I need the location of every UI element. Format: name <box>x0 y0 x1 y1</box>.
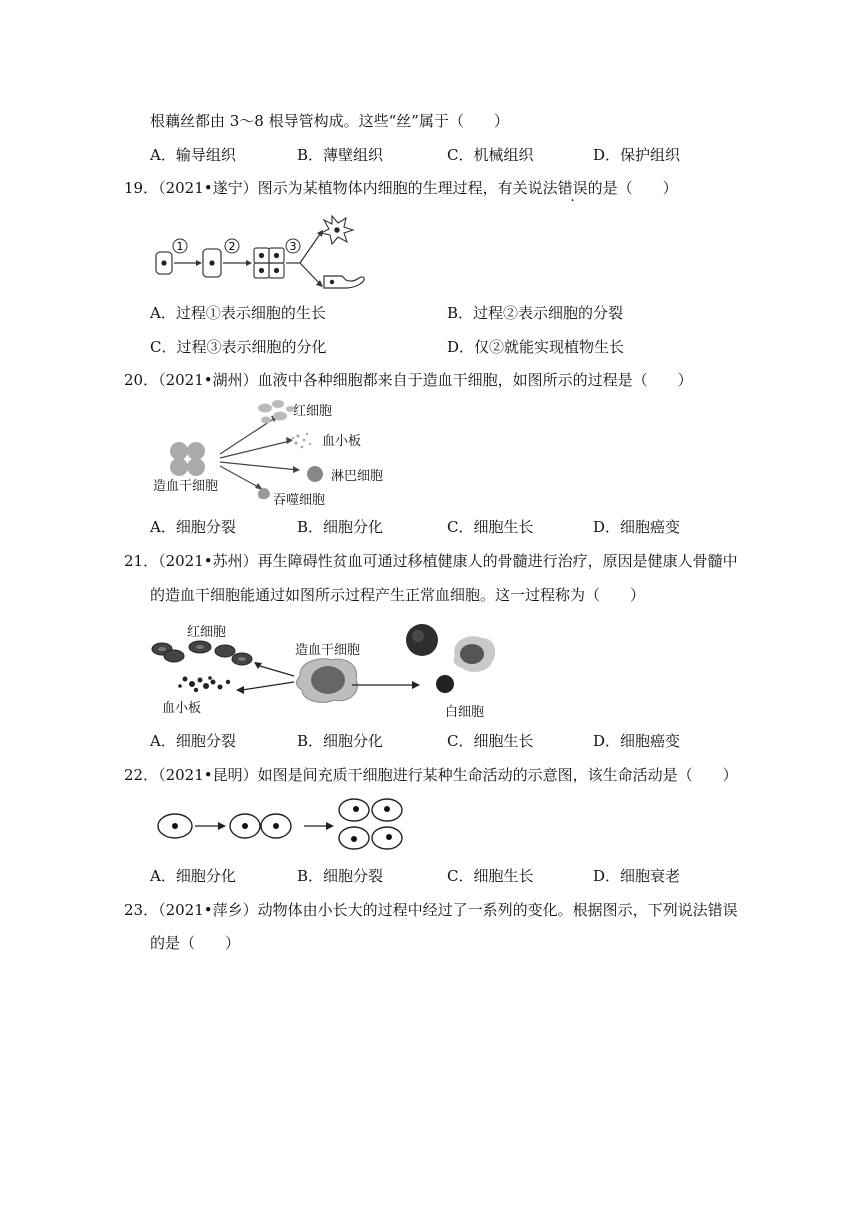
q21-stem-line2: 的造血干细胞能通过如图所示过程产生正常血细胞。这一过程称为（ ） <box>150 586 646 604</box>
q19-step-2-label: 2 <box>228 240 236 253</box>
q19-option-d[interactable]: D．仅②就能实现植物生长 <box>447 338 625 356</box>
q19-stem-part-a: 19．（2021•遂宁）图示为某植物体内细胞的生理过程，有关说法 <box>124 179 558 197</box>
q20-label-red-cell: 红细胞 <box>293 404 333 419</box>
q21-option-d[interactable]: D．细胞癌变 <box>593 732 681 750</box>
q19-figure <box>150 206 370 296</box>
q20-figure <box>150 396 390 512</box>
q21-figure <box>150 616 510 724</box>
q19-option-a[interactable]: A．过程①表示细胞的生长 <box>150 304 326 322</box>
q19-option-c[interactable]: C．过程③表示细胞的分化 <box>150 338 327 356</box>
q22-stem: 22．（2021•昆明）如图是间充质干细胞进行某种生命活动的示意图，该生命活动是（ ） <box>124 766 738 784</box>
q20-option-b[interactable]: B．细胞分化 <box>297 518 384 536</box>
q22-figure <box>150 796 420 858</box>
q21-stem-line1: 21．（2021•苏州）再生障碍性贫血可通过移植健康人的骨髓进行治疗，原因是健康人骨髓中 <box>124 552 738 570</box>
q19-stem-part-c: 的是（ ） <box>587 179 678 197</box>
q20-label-stem-cell: 造血干细胞 <box>153 479 219 494</box>
q22-option-c[interactable]: C．细胞生长 <box>447 867 534 885</box>
q20-option-a[interactable]: A．细胞分裂 <box>150 518 236 536</box>
q19-option-b[interactable]: B．过程②表示细胞的分裂 <box>447 304 624 322</box>
q22-option-a[interactable]: A．细胞分化 <box>150 867 236 885</box>
q21-label-stem-cell: 造血干细胞 <box>295 643 361 658</box>
q18-option-c[interactable]: C．机械组织 <box>447 146 534 164</box>
q20-option-c[interactable]: C．细胞生长 <box>447 518 534 536</box>
q18-stem-tail: 根藕丝都由 3～8 根导管构成。这些“丝”属于（ ） <box>150 112 509 130</box>
q19-step-1-label: 1 <box>176 240 184 253</box>
q19-stem <box>124 178 678 198</box>
q20-option-d[interactable]: D．细胞癌变 <box>593 518 681 536</box>
q21-option-c[interactable]: C．细胞生长 <box>447 732 534 750</box>
q20-label-lymphocyte: 淋巴细胞 <box>331 469 384 484</box>
q20-label-platelet: 血小板 <box>322 434 362 449</box>
q21-label-platelet: 血小板 <box>162 701 202 716</box>
q22-option-b[interactable]: B．细胞分裂 <box>297 867 384 885</box>
q21-label-white-cell: 白细胞 <box>445 705 485 720</box>
q18-option-a[interactable]: A．输导组织 <box>150 146 236 164</box>
q21-label-red-cell: 红细胞 <box>187 625 227 640</box>
q18-option-b[interactable]: B．薄壁组织 <box>297 146 384 164</box>
q21-option-a[interactable]: A．细胞分裂 <box>150 732 236 750</box>
q20-stem: 20．（2021•湖州）血液中各种细胞都来自于造血干细胞，如图所示的过程是（ ） <box>124 371 693 389</box>
q18-option-d[interactable]: D．保护组织 <box>593 146 681 164</box>
q22-option-d[interactable]: D．细胞衰老 <box>593 867 681 885</box>
q23-stem-line2: 的是（ ） <box>150 934 241 952</box>
q23-stem-line1: 23．（2021•萍乡）动物体由小长大的过程中经过了一系列的变化。根据图示，下列说法错误 <box>124 901 738 919</box>
q21-option-b[interactable]: B．细胞分化 <box>297 732 384 750</box>
q20-label-phagocyte: 吞噬细胞 <box>273 493 326 508</box>
q19-stem-emphasis: 错误 <box>557 179 588 197</box>
q19-step-3-label: 3 <box>289 240 297 253</box>
